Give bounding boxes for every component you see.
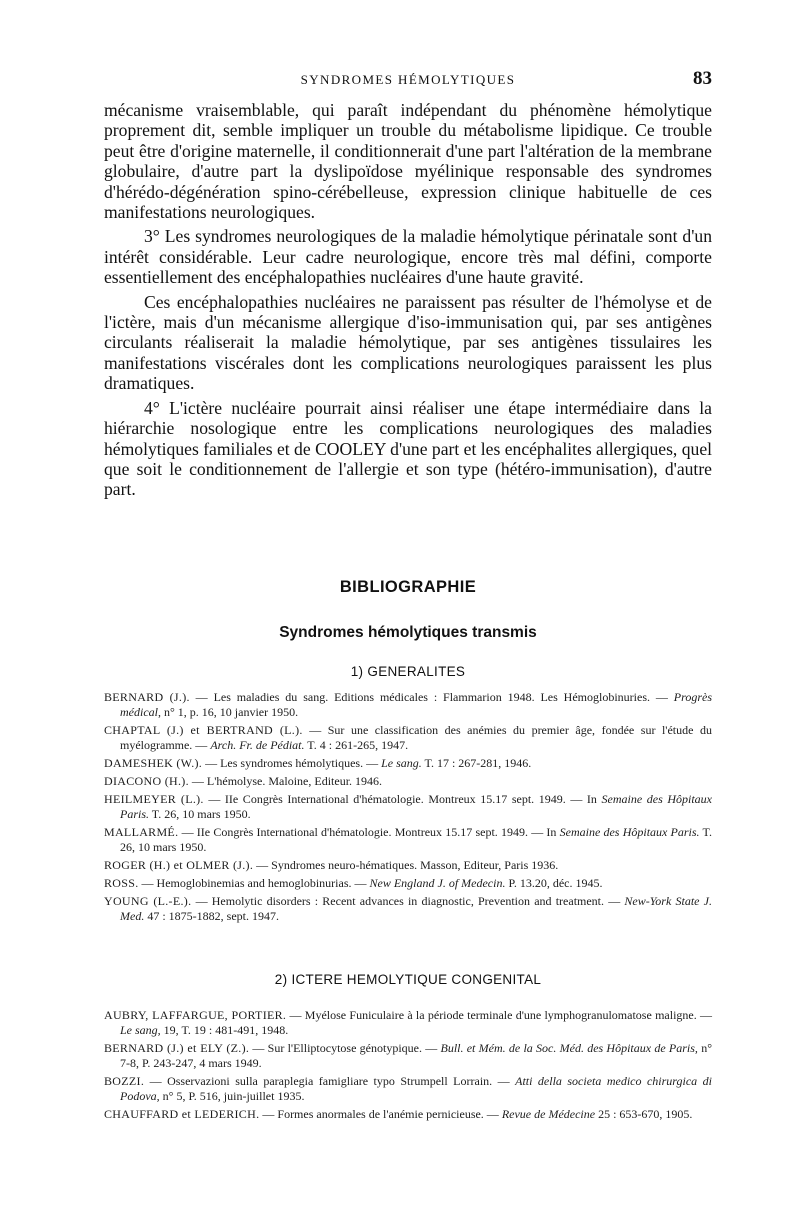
reference-entry [104, 1107, 712, 1122]
reference-text: — Syndromes neuro-hématiques. Masson, Editeur, Paris 1936. [253, 858, 559, 872]
reference-author: DAMESHEK (W.). [104, 756, 203, 770]
reference-text: — Hemolytic disorders : Recent advances in diagnostic, Prevention and treatment. — [191, 894, 625, 908]
reference-list-ictere [104, 1008, 712, 1125]
reference-author: HEILMEYER (L.). [104, 792, 204, 806]
section-heading-generalites: 1) GENERALITES [350, 664, 466, 679]
reference-journal: Semaine des Hôpitaux Paris. [559, 825, 700, 839]
reference-details: n° 7-8, P. 243-247, 4 mars 1949. [120, 1041, 712, 1070]
reference-entry [104, 690, 712, 720]
reference-author: BOZZI. [104, 1074, 145, 1088]
reference-entry [104, 1074, 712, 1104]
reference-list-generalites [104, 690, 712, 927]
reference-entry [104, 894, 712, 924]
reference-text: — Hemoglobinemias and hemoglobinurias. — [138, 876, 370, 890]
reference-text: — Les maladies du sang. Editions médicales : Flammarion 1948. Les Hémoglobinuries. — [189, 690, 674, 704]
reference-journal: Le sang. [381, 756, 422, 770]
bibliography-subtitle: Syndromes hémolytiques transmis [279, 624, 537, 641]
reference-text: — Les syndromes hémolytiques. — [202, 756, 382, 770]
reference-author: BERNARD (J.) et ELY (Z.). [104, 1041, 250, 1055]
reference-author: CHAPTAL (J.) et BERTRAND (L.). [104, 723, 303, 737]
reference-journal: Semaine des Hôpitaux Paris. [120, 792, 712, 821]
reference-details: 19, T. 19 : 481-491, 1948. [160, 1023, 289, 1037]
reference-entry [104, 1041, 712, 1071]
reference-details: n° 5, P. 516, juin-juillet 1935. [159, 1089, 305, 1103]
reference-entry [104, 858, 712, 873]
reference-entry [104, 876, 712, 891]
reference-entry [104, 792, 712, 822]
reference-author: BERNARD (J.). [104, 690, 190, 704]
reference-text: — Sur l'Elliptocytose génotypique. — [249, 1041, 441, 1055]
reference-text: — L'hémolyse. Maloine, Editeur. 1946. [188, 774, 383, 788]
reference-text: — Osservazioni sulla paraplegia famigliare typo Strumpell Lorrain. — [144, 1074, 516, 1088]
paragraph-3: Ces encéphalopathies nucléaires ne paraissent pas résulter de l'hémolyse et de l'ictère, mais d'un mécanisme allergique d'iso-immunisation qui, par ses antigènes circulants réaliserait la maladie hémolytique, par ses antigènes tissulaires les manifestations viscérales dont les complications neurologiques paraissent les plus dramatiques. [104, 291, 712, 394]
reference-text: — IIe Congrès International d'hématologie. Montreux 15.17 sept. 1949. — In [178, 825, 560, 839]
paragraph-1: mécanisme vraisemblable, qui paraît indépendant du phénomène hémolytique proprement dit, semble impliquer un trouble du métabolisme lipidique. Ce trouble peut être d'origine maternelle, il conditionnerait d'une part l'altération de la membrane globulaire, d'autre part la dyslipoïdose myélinique responsable des syndromes d'hérédo-dégénération spino-cérébelleuse, expression clinique habituelle de ces manifestations neurologiques. [104, 100, 712, 223]
bibliography-title: BIBLIOGRAPHIE [339, 578, 477, 596]
reference-author: CHAUFFARD et LEDERICH. [104, 1107, 260, 1121]
reference-journal: Atti della societa medico chirurgica di Podova, [120, 1074, 712, 1103]
reference-author: ROGER (H.) et OLMER (J.). [104, 858, 254, 872]
running-title: SYNDROMES HÉMOLYTIQUES [300, 72, 516, 87]
reference-details: T. 17 : 267-281, 1946. [421, 756, 532, 770]
reference-details: P. 13.20, déc. 1945. [505, 876, 603, 890]
section-heading-ictere: 2) ICTERE HEMOLYTIQUE CONGENITAL [274, 972, 542, 987]
reference-text: — Myélose Funiculaire à la période terminale d'une lymphogranulomatose maligne. — [286, 1008, 713, 1022]
reference-details: T. 26, 10 mars 1950. [149, 807, 251, 821]
reference-journal: Progrès médical [120, 690, 713, 719]
reference-journal: New-York State J. Med. [120, 894, 713, 923]
reference-text: — Formes anormales de l'anémie pernicieuse. — [259, 1107, 502, 1121]
reference-journal: Le sang, [120, 1023, 161, 1037]
reference-details: , n° 1, p. 16, 10 janvier 1950. [158, 705, 299, 719]
paragraph-4: 4° L'ictère nucléaire pourrait ainsi réaliser une étape intermédiaire dans la hiérarchie nosologique entre les complications neurologiques des maladies hémolytiques familiales et de COOLEY d'une part et les encéphalites allergiques, quel que soit le conditionnement de l'allergie et son type (hétéro-immunisation), d'autre part. [104, 397, 713, 500]
reference-details: 47 : 1875-1882, sept. 1947. [144, 909, 279, 923]
reference-details: T. 4 : 261-265, 1947. [304, 738, 409, 752]
reference-entry [104, 756, 712, 771]
reference-author: YOUNG (L.-E.). [104, 894, 192, 908]
page-number: 83 [693, 68, 712, 89]
reference-entry [104, 825, 712, 855]
paragraph-2: 3° Les syndromes neurologiques de la maladie hémolytique périnatale sont d'un intérêt considérable. Leur cadre neurologique, encore très mal défini, comporte essentiellement des encéphalopathies nucléaires d'une haute gravité. [104, 226, 712, 288]
reference-details: T. 26, 10 mars 1950. [120, 825, 712, 854]
running-head [104, 70, 712, 94]
body-text [104, 100, 712, 504]
reference-journal: New England J. of Medecin. [369, 876, 506, 890]
reference-author: DIACONO (H.). [104, 774, 189, 788]
reference-author: AUBRY, LAFFARGUE, PORTIER. [104, 1008, 287, 1022]
reference-journal: Arch. Fr. de Pédiat. [210, 738, 305, 752]
reference-journal: Revue de Médecine [501, 1107, 596, 1121]
reference-entry [104, 1008, 712, 1038]
reference-author: ROSS. [104, 876, 139, 890]
reference-entry [104, 723, 712, 753]
reference-author: MALLARMÉ. [104, 825, 179, 839]
reference-entry [104, 774, 712, 789]
reference-text: — IIe Congrès International d'hématologie. Montreux 15.17 sept. 1949. — In [203, 792, 602, 806]
reference-journal: Bull. et Mém. de la Soc. Méd. des Hôpitaux de Paris, [440, 1041, 698, 1055]
reference-details: 25 : 653-670, 1905. [595, 1107, 693, 1121]
reference-text: — Sur une classification des anémies du premier âge, fondée sur l'étude du myélogramme. — [120, 723, 712, 752]
